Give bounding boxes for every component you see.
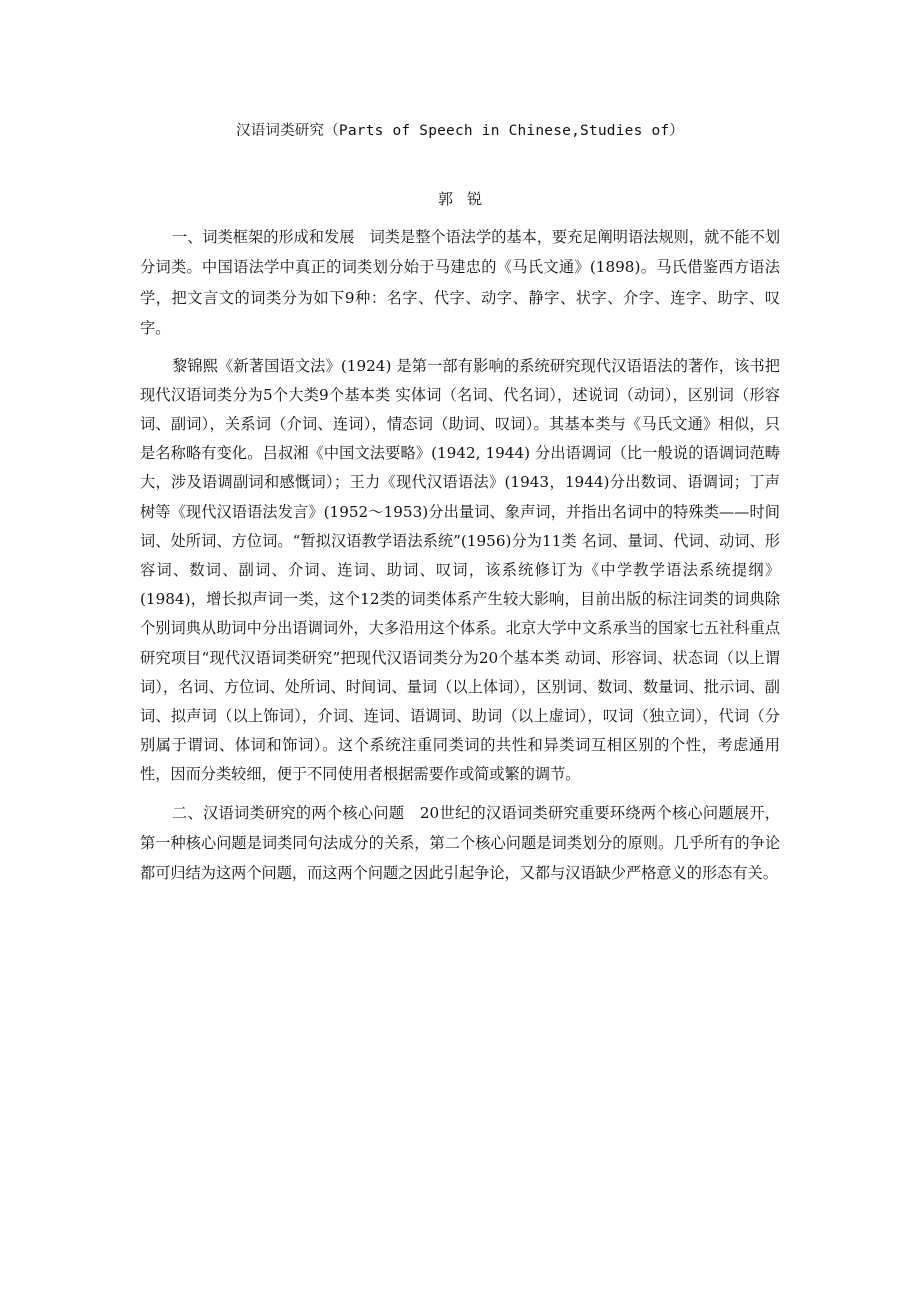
- paragraph-1: 一、词类框架的形成和发展 词类是整个语法学的基本，要充足阐明语法规则，就不能不划分词类。中国语法学中真正的词类划分始于马建忠的《马氏文通》(1898)。马氏借鉴西方语法学，把文言文的词类分为如下9种：名字、代字、动字、静字、状字、介字、连字、助字、叹字。: [140, 228, 780, 338]
- body-text: [140, 222, 780, 889]
- author-name: 郭锐: [437, 190, 496, 208]
- paragraph-2: 黎锦熙《新著国语文法》(1924) 是第一部有影响的系统研究现代汉语语法的著作，该书把现代汉语词类分为5个大类9个基本类 实体词（名词、代名词），述说词（动词），区别词（形容词、副词），关系词（介词、连词），情态词（助词、叹词）。其基本类与《马氏文通》相似，只是名称略有变化。吕叔湘《中国文法要略》(1942, 1944) 分出语调词（比一般说的语调词范畴大，涉及语调副词和感慨词）；王力《现代汉语语法》(1943，1944)分出数词、语调词；丁声树等《现代汉语语法发言》(1952～1953)分出量词、象声词，并指出名词中的特殊类——时间词、处所词、方位词。“暂拟汉语教学语法系统”(1956)分为11类 名词、量词、代词、动词、形容词、数词、副词、介词、连词、助词、叹词，该系统修订为《中学教学语法系统提纲》(1984)，增长拟声词一类，这个12类的词类体系产生较大影响，目前出版的标注词类的词典除个别词典从助词中分出语调词外，大多沿用这个体系。北京大学中文系承当的国家七五社科重点研究项目“现代汉语词类研究”把现代汉语词类分为20个基本类 动词、形容词、状态词（以上谓词），名词、方位词、处所词、时间词、量词（以上体词），区别词、数词、数量词、批示词、副词、拟声词（以上饰词），介词、连词、语调词、助词（以上虚词），叹词（独立词），代词（分别属于谓词、体词和饰词）。这个系统注重同类词的共性和异类词互相区别的个性，考虑通用性，因而分类较细，便于不同使用者根据需要作或简或繁的调节。: [140, 356, 780, 784]
- paragraph-3: 二、汉语词类研究的两个核心问题 20世纪的汉语词类研究重要环绕两个核心问题展开，第一种核心问题是词类同句法成分的关系，第二个核心问题是词类划分的原则。几乎所有的争论都可归结为这两个问题，而这两个问题之因此引起争论，又都与汉语缺少严格意义的形态有关。: [140, 803, 780, 883]
- document-title: 汉语词类研究（Parts of Speech in Chinese,Studies of）: [236, 123, 684, 139]
